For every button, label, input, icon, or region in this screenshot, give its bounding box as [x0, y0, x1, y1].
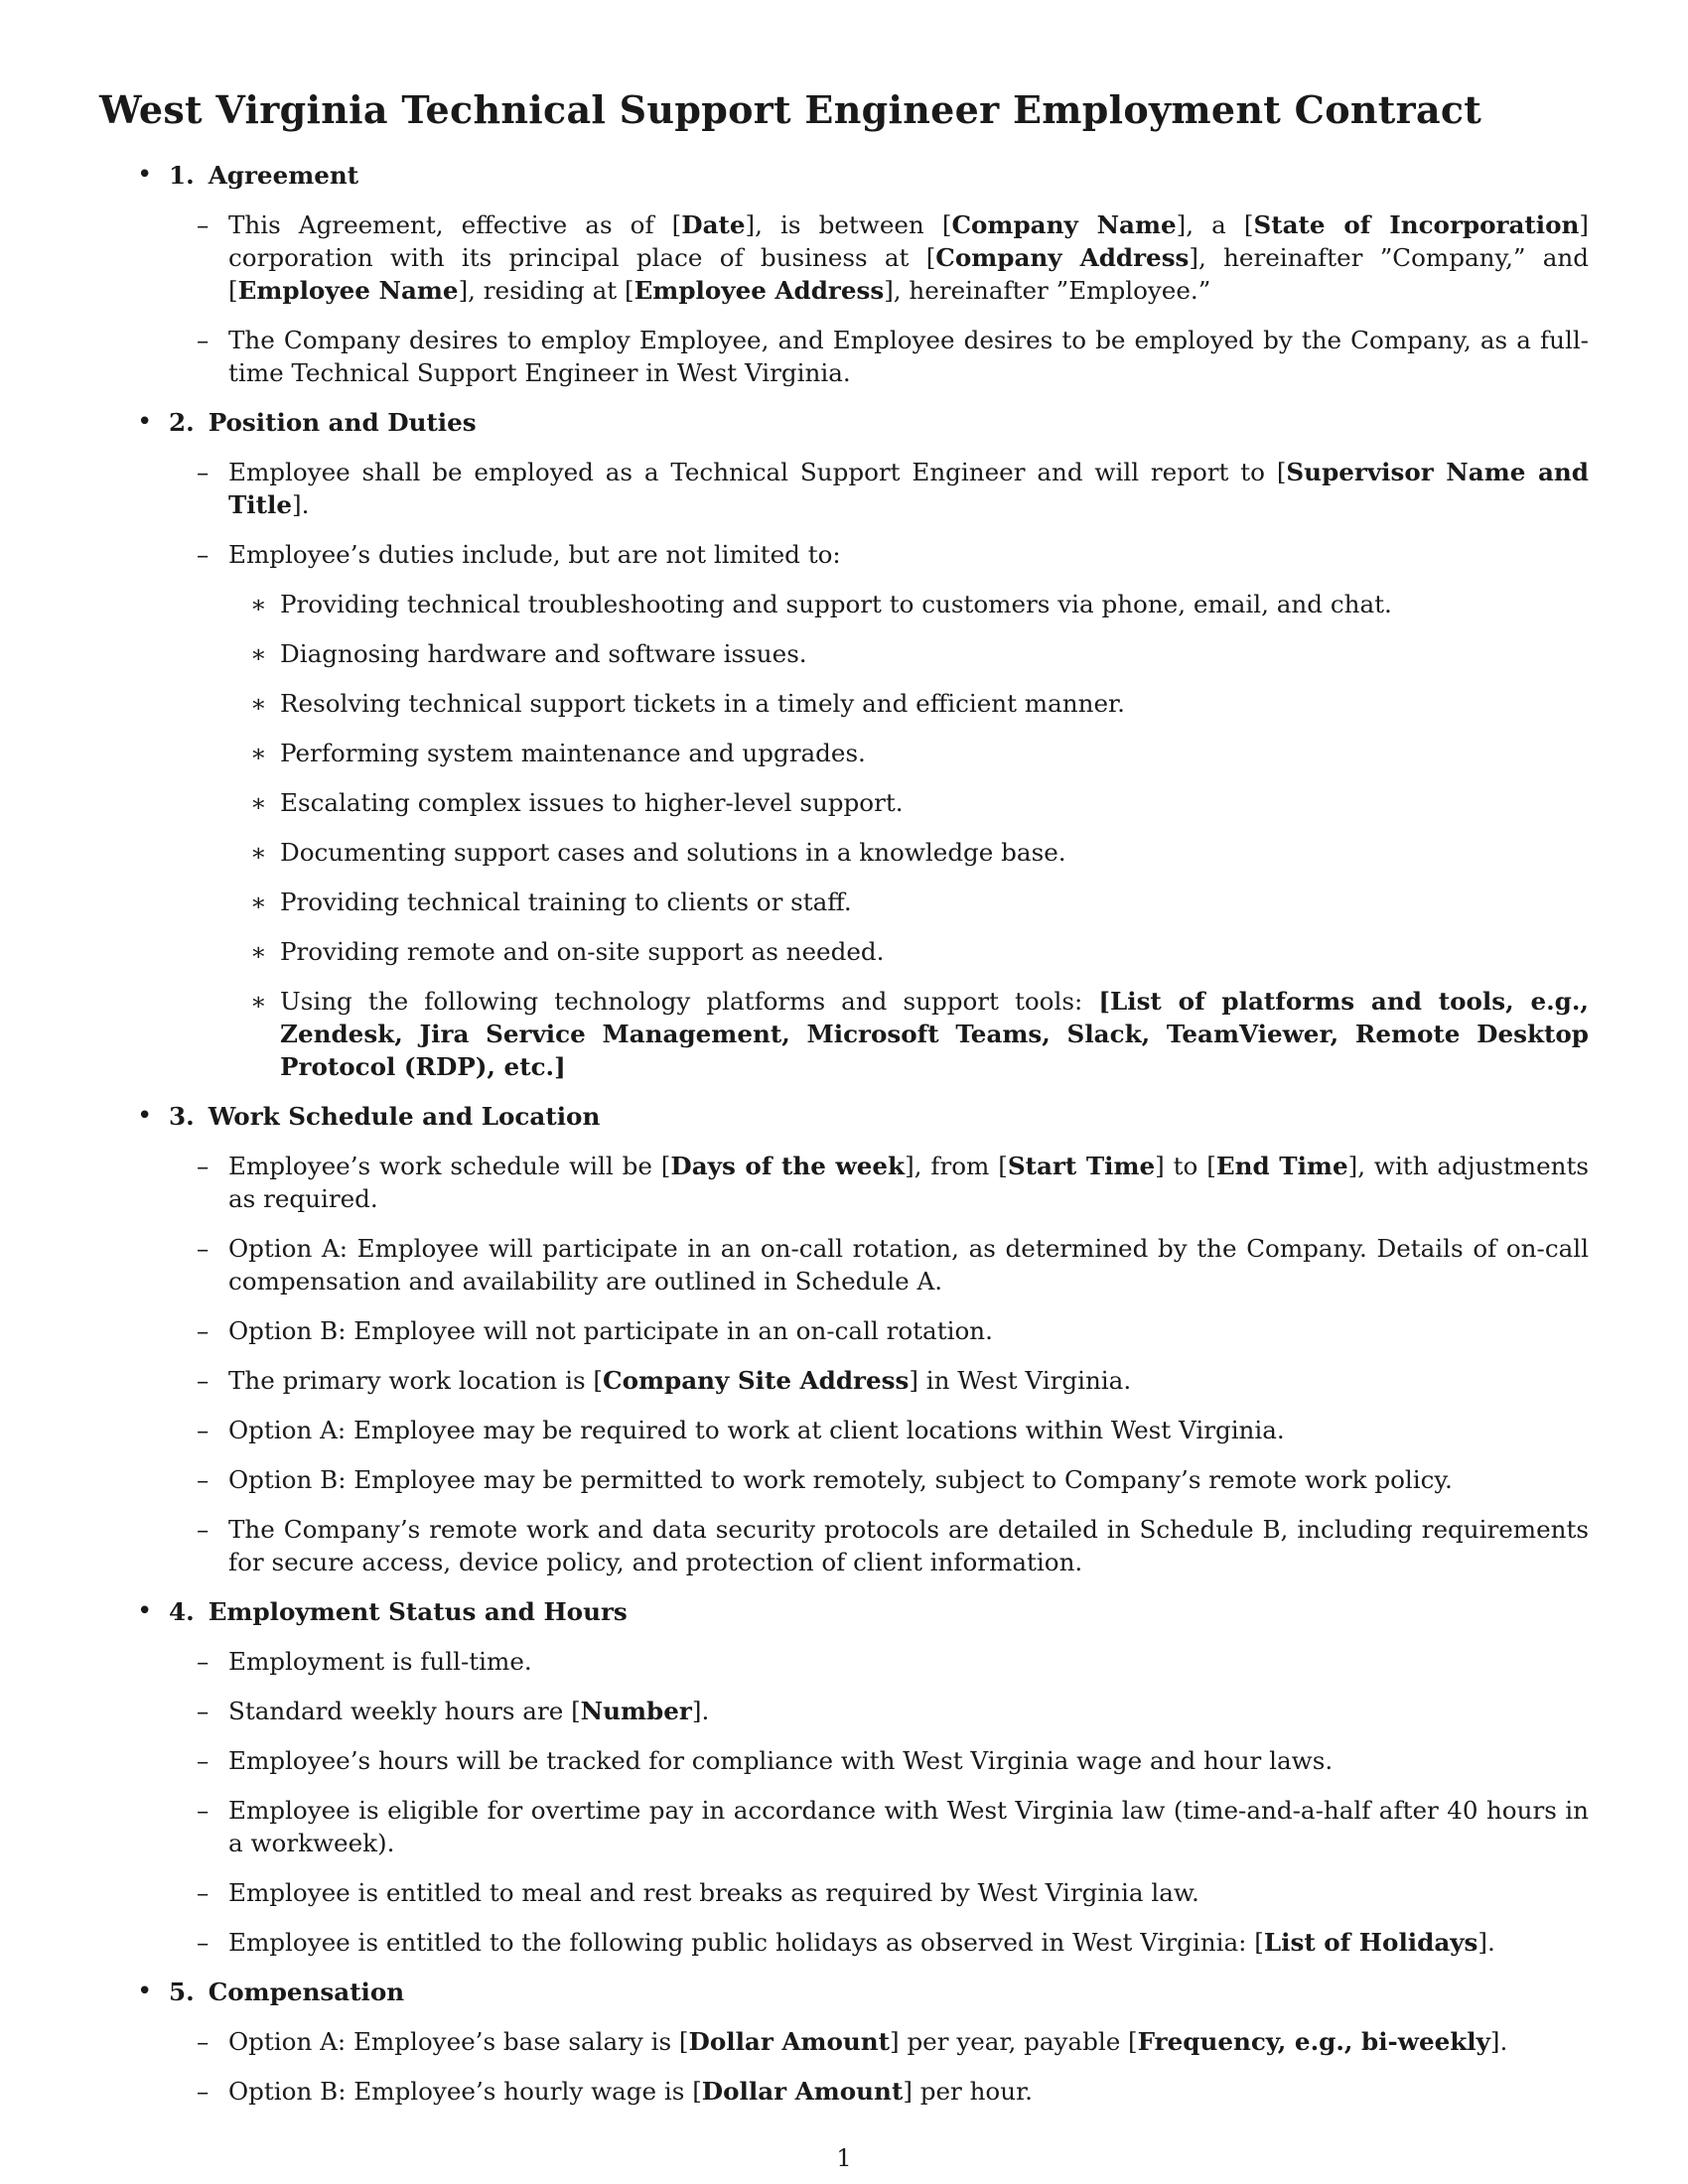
clause: – Employee is entitled to meal and rest breaks as required by West Virginia law.: [197, 1878, 1199, 1907]
placeholder-state: State of Incorporation: [1253, 210, 1580, 239]
placeholder-employee-name: Employee Name: [237, 276, 459, 305]
asterisk-icon: ∗: [250, 788, 267, 817]
duty-item: ∗ Providing technical troubleshooting and support to customers via phone, email, and chat.: [250, 590, 1392, 618]
clause: – Option B: Employee will not participate in an on-call rotation.: [197, 1316, 993, 1345]
section-status-hours: [99, 1595, 1589, 1959]
section-heading: 3. Work Schedule and Location: [169, 1102, 601, 1131]
dash-icon: –: [197, 1234, 210, 1263]
section-position-duties: [99, 406, 1589, 1083]
placeholder-company-address: Company Address: [935, 243, 1190, 272]
placeholder-salary-amount: Dollar Amount: [688, 2027, 891, 2056]
clause: – Employee is entitled to the following public holidays as observed in West Virginia: [List of Holidays].: [197, 1928, 1495, 1957]
clause: – Standard weekly hours are [Number].: [197, 1697, 710, 1725]
dash-icon: –: [197, 1366, 210, 1395]
duty-item: ∗ Using the following technology platforms and support tools: [List of platforms and tools, e.g., Zendesk, Jira Service Management, Microsoft Teams, Slack, TeamViewer, Remote Desktop Protocol (RDP), etc.]: [250, 987, 1589, 1081]
clause: – Employee is eligible for overtime pay in accordance with West Virginia law (time-and-a-half after 40 hours in a workweek).: [197, 1796, 1589, 1857]
clause: – The primary work location is [Company Site Address] in West Virginia.: [197, 1366, 1132, 1395]
clause: – Option A: Employee will participate in an on-call rotation, as determined by the Company. Details of on-call compensation and availability are outlined in Schedule A.: [197, 1234, 1589, 1296]
dash-icon: –: [197, 458, 210, 486]
placeholder-date: Date: [681, 210, 746, 239]
duty-item: ∗ Performing system maintenance and upgrades.: [250, 739, 866, 767]
dash-icon: –: [197, 1878, 210, 1907]
contract-body: [99, 159, 1589, 2124]
duty-item: ∗ Providing technical training to clients or staff.: [250, 887, 852, 916]
bullet-icon: •: [137, 160, 153, 190]
dash-icon: –: [197, 210, 210, 239]
placeholder-hourly-amount: Dollar Amount: [701, 2077, 904, 2106]
placeholder-pay-frequency: Frequency, e.g., bi-weekly: [1137, 2027, 1490, 2056]
clause: – Option A: Employee may be required to work at client locations within West Virginia.: [197, 1416, 1285, 1444]
dash-icon: –: [197, 2027, 210, 2056]
dash-icon: –: [197, 1152, 210, 1180]
dash-icon: –: [197, 1465, 210, 1494]
clause: – Option A: Employee’s base salary is [Dollar Amount] per year, payable [Frequency, e.g., bi-weekly].: [197, 2027, 1508, 2056]
clause: – Option B: Employee’s hourly wage is [Dollar Amount] per hour.: [197, 2077, 1033, 2106]
asterisk-icon: ∗: [250, 639, 267, 668]
section-compensation: [99, 1976, 1589, 2108]
clause: – This Agreement, effective as of [Date], is between [Company Name], a [State of Incorporation] corporation with its principal place of business at [Company Address], hereinafter ”Company,” and [Employee Name], residing at [Employee Address], hereinafter ”Employee.”: [197, 210, 1590, 305]
dash-icon: –: [197, 1316, 210, 1345]
clause: – The Company desires to employ Employee, and Employee desires to be employed by the Company, as a full-time Technical Support Engineer in West Virginia.: [197, 326, 1589, 387]
dash-icon: –: [197, 2077, 210, 2106]
asterisk-icon: ∗: [250, 689, 267, 718]
dash-icon: –: [197, 326, 210, 354]
placeholder-holidays: List of Holidays: [1263, 1928, 1478, 1957]
section-schedule-location: [99, 1100, 1589, 1578]
section-heading: 4. Employment Status and Hours: [169, 1597, 628, 1626]
placeholder-end-time: End Time: [1215, 1152, 1348, 1180]
clause: – Employee’s duties include, but are not limited to:: [197, 540, 841, 569]
clause: – Employee’s work schedule will be [Days of the week], from [Start Time] to [End Time], with adjustments as required.: [197, 1152, 1590, 1213]
clause: – Employee’s hours will be tracked for compliance with West Virginia wage and hour laws.: [197, 1746, 1334, 1775]
dash-icon: –: [197, 1697, 210, 1725]
dash-icon: –: [197, 1416, 210, 1444]
asterisk-icon: ∗: [250, 739, 267, 767]
duty-item: ∗ Diagnosing hardware and software issues.: [250, 639, 807, 668]
bullet-icon: •: [137, 1596, 153, 1626]
asterisk-icon: ∗: [250, 887, 267, 916]
placeholder-number: Number: [580, 1697, 692, 1725]
dash-icon: –: [197, 1928, 210, 1957]
clause: – Employment is full-time.: [197, 1647, 532, 1676]
bullet-icon: •: [137, 407, 153, 437]
bullet-icon: •: [137, 1101, 153, 1131]
dash-icon: –: [197, 1515, 210, 1544]
asterisk-icon: ∗: [250, 838, 267, 867]
section-heading: 5. Compensation: [169, 1978, 405, 2006]
duty-item: ∗ Escalating complex issues to higher-level support.: [250, 788, 904, 817]
duty-item: ∗ Documenting support cases and solutions in a knowledge base.: [250, 838, 1066, 867]
placeholder-days: Days of the week: [670, 1152, 906, 1180]
duty-item: ∗ Resolving technical support tickets in a timely and efficient manner.: [250, 689, 1125, 718]
placeholder-tools-list: [List of platforms and tools, e.g., Zendesk, Jira Service Management, Microsoft Teams, Slack, TeamViewer, Remote Desktop Protocol (RDP), etc.]: [280, 987, 1589, 1081]
asterisk-icon: ∗: [250, 590, 267, 618]
clause: – Employee shall be employed as a Technical Support Engineer and will report to [Supervisor Name and Title].: [197, 458, 1589, 519]
placeholder-employee-address: Employee Address: [633, 276, 885, 305]
clause: – The Company’s remote work and data security protocols are detailed in Schedule B, including requirements for secure access, device policy, and protection of client information.: [197, 1515, 1589, 1576]
placeholder-supervisor: Supervisor Name and Title: [228, 458, 1589, 519]
asterisk-icon: ∗: [250, 937, 267, 966]
clause: – Option B: Employee may be permitted to work remotely, subject to Company’s remote work policy.: [197, 1465, 1453, 1494]
asterisk-icon: ∗: [250, 987, 267, 1016]
dash-icon: –: [197, 1796, 210, 1825]
placeholder-site-address: Company Site Address: [603, 1366, 910, 1395]
duty-item: ∗ Providing remote and on-site support as needed.: [250, 937, 885, 966]
duties-list: [169, 588, 1589, 1083]
section-heading: 2. Position and Duties: [169, 408, 477, 437]
placeholder-company-name: Company Name: [951, 210, 1177, 239]
section-heading: 1. Agreement: [169, 161, 359, 190]
bullet-icon: •: [137, 1977, 153, 2006]
document-title: West Virginia Technical Support Engineer Employment Contract: [99, 87, 1482, 132]
dash-icon: –: [197, 1746, 210, 1775]
page-number: 1: [836, 2144, 852, 2172]
section-agreement: [99, 159, 1589, 389]
dash-icon: –: [197, 540, 210, 569]
dash-icon: –: [197, 1647, 210, 1676]
placeholder-start-time: Start Time: [1007, 1152, 1156, 1180]
